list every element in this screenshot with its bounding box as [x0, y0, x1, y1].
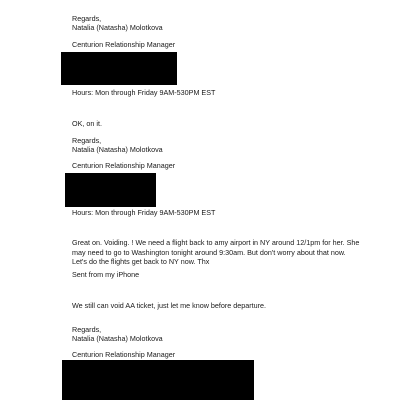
iphone-signature: Sent from my iPhone [72, 270, 140, 279]
regards-text-3: Regards, [72, 325, 102, 334]
email-message-body: Great on. Voiding. ! We need a flight back to amy airport in NY around 12/1pm for her. She may need to go to Washington tonight around 9:30am. But don't worry about that now. Let's do the flights get back to NY now. Thx [72, 238, 360, 266]
sender-title-1: Centurion Relationship Manager [72, 40, 176, 49]
sender-name-1: Natalia (Natasha) Molotkova [72, 23, 163, 32]
redaction-box-1 [61, 52, 177, 85]
hours-text-2: Hours: Mon through Friday 9AM-530PM EST [72, 208, 216, 217]
sender-name-2: Natalia (Natasha) Molotkova [72, 145, 163, 154]
regards-text-2: Regards, [72, 136, 102, 145]
sender-title-2: Centurion Relationship Manager [72, 161, 176, 170]
void-message: We still can void AA ticket, just let me know before departure. [72, 301, 267, 310]
sender-name-3: Natalia (Natasha) Molotkova [72, 334, 163, 343]
reply-text: OK, on it. [72, 119, 102, 128]
redaction-box-2 [65, 173, 156, 207]
redaction-box-3 [62, 360, 254, 400]
sender-title-3: Centurion Relationship Manager [72, 350, 176, 359]
hours-text-1: Hours: Mon through Friday 9AM-530PM EST [72, 88, 216, 97]
regards-text-1: Regards, [72, 14, 102, 23]
